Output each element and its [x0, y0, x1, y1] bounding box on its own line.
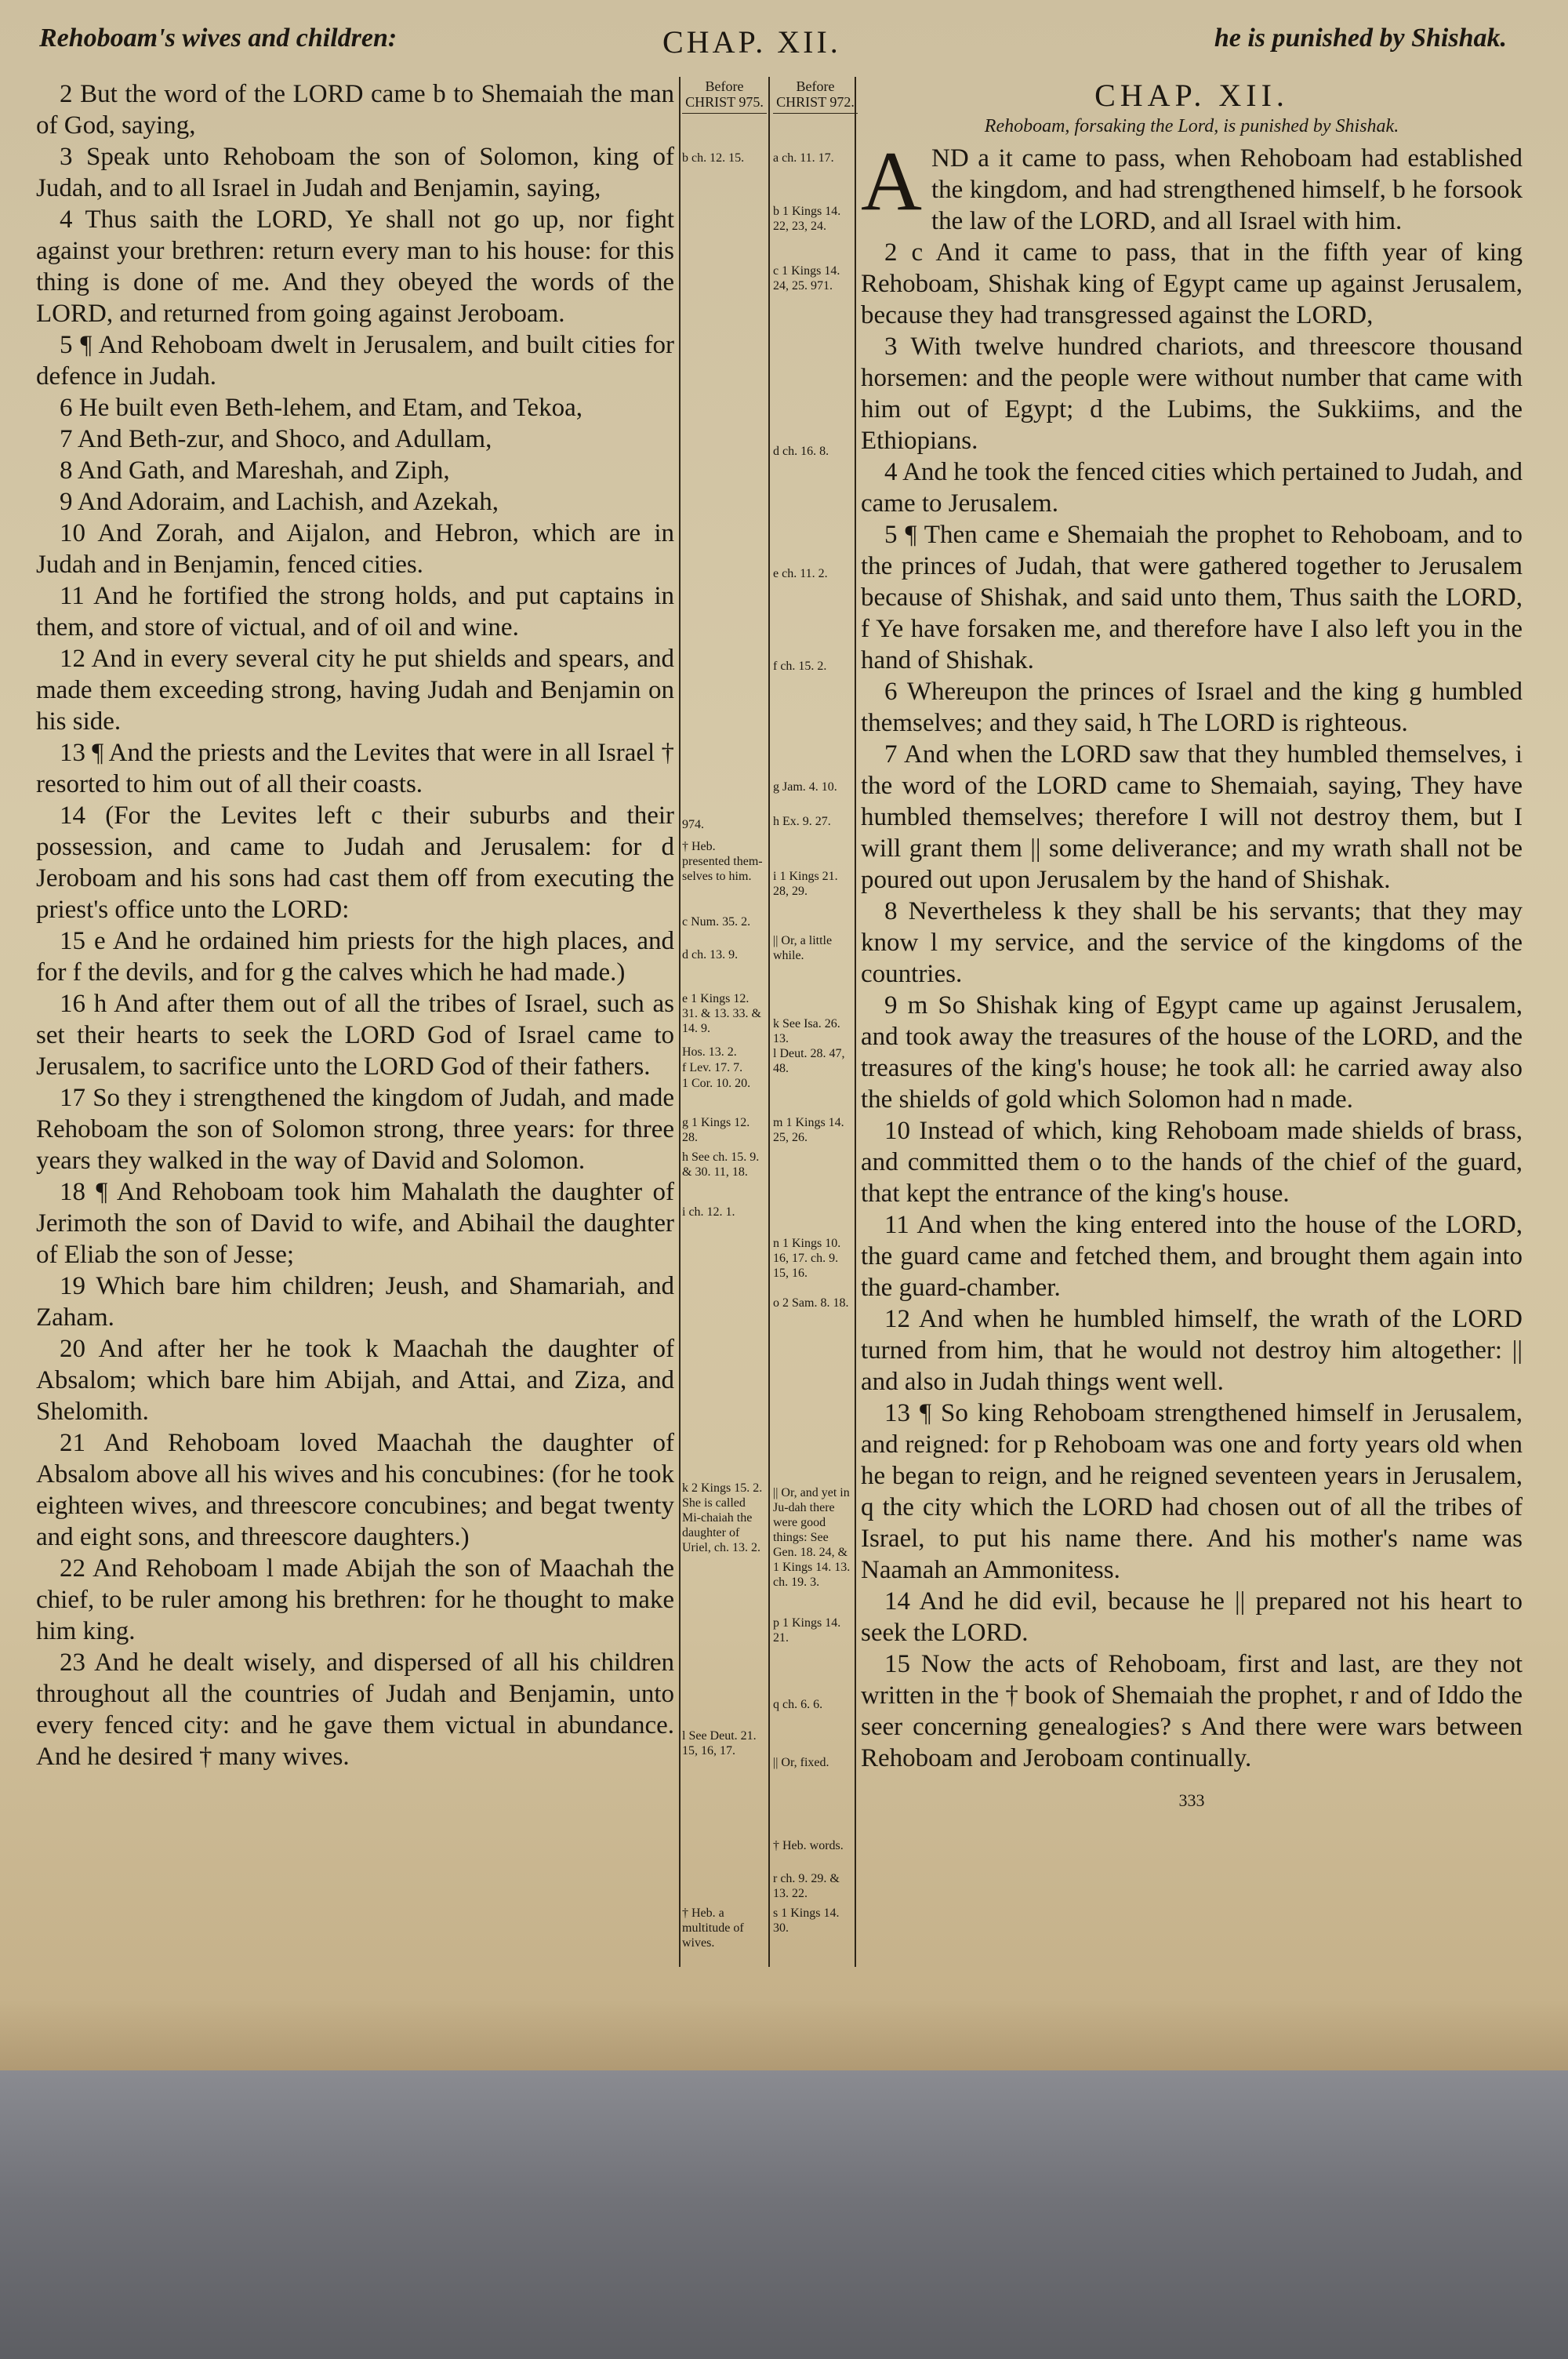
verse: 9 And Adoraim, and Lachish, and Azekah, — [60, 488, 499, 516]
running-head-center: CHAP. XII. — [662, 24, 841, 60]
margin-note: i 1 Kings 21. 28, 29. — [773, 870, 838, 898]
margin-note: p 1 Kings 14. 21. — [773, 1616, 841, 1645]
margin-note: l Deut. 28. 47, 48. — [773, 1047, 845, 1075]
margin-note: q ch. 6. 6. — [773, 1698, 823, 1711]
verse: 17 So they i strengthened the kingdom of Judah, and made Rehoboam the son of Solomon strong, three years: for three years they walked in the way of David and Solomon. — [36, 1084, 674, 1175]
margin-note: d ch. 16. 8. — [773, 445, 829, 458]
verse: 12 And in every several city he put shields and spears, and made them exceeding strong, having Judah and Benjamin on his side. — [36, 645, 674, 736]
margin-note: s 1 Kings 14. 30. — [773, 1906, 840, 1935]
drop-cap: A — [861, 135, 922, 228]
margin-note: † Heb. words. — [773, 1839, 844, 1852]
verse: 16 h And after them out of all the tribes of Israel, such as set their hearts to seek the LORD God of Israel came to Jerusalem, to sacrifice unto the LORD God of their fathers. — [36, 990, 674, 1081]
verse: 13 ¶ And the priests and the Levites that were in all Israel † resorted to him out of all their coasts. — [36, 739, 674, 798]
verse: 22 And Rehoboam l made Abijah the son of Maachah the chief, to be ruler among his brethren: for he thought to make him king. — [36, 1554, 674, 1645]
verse: 4 Thus saith the LORD, Ye shall not go up, nor fight against your brethren: return every man to his house: for this thing is done of me. And they obeyed the words of the LORD, and returned from going against Jeroboam. — [36, 205, 674, 328]
margin-note: f Lev. 17. 7. — [682, 1061, 743, 1074]
verse: 8 Nevertheless k they shall be his servants; that they may know l my service, and the service of the kingdoms of the countries. — [861, 897, 1523, 988]
column-rule — [768, 77, 770, 1967]
margin-note: k See Isa. 26. 13. — [773, 1017, 840, 1045]
verse: 15 Now the acts of Rehoboam, first and last, are they not written in the † book of Shemaiah the prophet, r and of Iddo the seer concerning genealogies? s And there were wars between Rehoboam and Jeroboam continually. — [861, 1650, 1523, 1772]
before-christ-heading: Before CHRIST 972. — [773, 78, 858, 114]
page-number: 333 — [1178, 1790, 1205, 1810]
verse: 2 c And it came to pass, that in the fifth year of king Rehoboam, Shishak king of Egypt came up against Jerusalem, because they had transgressed against the LORD, — [861, 238, 1523, 329]
verse: 2 But the word of the LORD came b to Shemaiah the man of God, saying, — [36, 80, 674, 140]
verse: 20 And after her he took k Maachah the daughter of Absalom; which bare him Abijah, and Attai, and Ziza, and Shelomith. — [36, 1335, 674, 1426]
margin-note: c 1 Kings 14. 24, 25. 971. — [773, 264, 840, 293]
margin-note: i ch. 12. 1. — [682, 1205, 735, 1219]
before-christ-heading: Before CHRIST 975. — [682, 78, 767, 114]
margin-note: a ch. 11. 17. — [773, 151, 834, 165]
verse: 11 And he fortified the strong holds, and put captains in them, and store of victual, and of oil and wine. — [36, 582, 674, 642]
margin-note: || Or, and yet in Ju-dah there were good things: See Gen. 18. 24, & 1 Kings 14. 13. ch. 19. 3. — [773, 1486, 851, 1589]
verse: 8 And Gath, and Mareshah, and Ziph, — [60, 456, 450, 485]
margin-note: m 1 Kings 14. 25, 26. — [773, 1116, 844, 1144]
marginal-references-a — [682, 78, 767, 1950]
verse: 10 Instead of which, king Rehoboam made shields of brass, and committed them o to the hands of the chief of the guard, that kept the entrance of the king's house. — [861, 1117, 1523, 1208]
margin-note: d ch. 13. 9. — [682, 948, 739, 961]
margin-note: l See Deut. 21. 15, 16, 17. — [682, 1729, 757, 1757]
chapter-title: CHAP. XII. — [1094, 78, 1289, 113]
verse: 6 Whereupon the princes of Israel and the king g humbled themselves; and they said, h The LORD is righteous. — [861, 678, 1523, 737]
margin-note: o 2 Sam. 8. 18. — [773, 1296, 849, 1310]
margin-note: r ch. 9. 29. & 13. 22. — [773, 1872, 840, 1900]
margin-note: b ch. 12. 15. — [682, 151, 745, 165]
margin-note: f ch. 15. 2. — [773, 660, 827, 673]
margin-note: g 1 Kings 12. 28. — [682, 1116, 750, 1144]
verse: 13 ¶ So king Rehoboam strengthened himself in Jerusalem, and reigned: for p Rehoboam was one and forty years old when he began to reign, and he reigned seventeen years in Jerusalem, q the city which the LORD had chosen out of all the tribes of Israel, to put his name there. And his mother's name was Naamah an Ammonitess. — [861, 1399, 1523, 1584]
running-head-left: Rehoboam's wives and children: — [39, 24, 397, 53]
margin-note: Hos. 13. 2. — [682, 1045, 737, 1059]
margin-note: h See ch. 15. 9. & 30. 11, 18. — [682, 1150, 760, 1179]
running-head-right: he is punished by Shishak. — [1214, 24, 1507, 53]
verse: 11 And when the king entered into the house of the LORD, the guard came and fetched them, and brought them again into the guard-chamber. — [861, 1211, 1523, 1302]
verse: 23 And he dealt wisely, and dispersed of all his children throughout all the countries of Judah and Benjamin, unto every fenced city: and he gave them victual in abundance. And he desired † many wives. — [36, 1648, 674, 1771]
margin-note: || Or, fixed. — [773, 1756, 829, 1769]
verse-text: ND a it came to pass, when Rehoboam had established the kingdom, and had strengthened himself, b he forsook the law of the LORD, and all Israel with him. — [931, 144, 1523, 235]
verse: 3 With twelve hundred chariots, and threescore thousand horsemen: and the people were without number that came with him out of Egypt; d the Lubims, the Sukkiims, and the Ethiopians. — [861, 333, 1523, 455]
margin-note: k 2 Kings 15. 2. She is called Mi-chaiah the daughter of Uriel, ch. 13. 2. — [682, 1481, 763, 1554]
left-text-column — [36, 78, 674, 1772]
margin-note: 1 Cor. 10. 20. — [682, 1077, 751, 1090]
verse: 7 And Beth-zur, and Shoco, and Adullam, — [60, 425, 492, 453]
margin-note: † Heb. a multitude of wives. — [682, 1906, 744, 1950]
verse: 14 (For the Levites left c their suburbs and their possession, and came to Judah and Jerusalem: for d Jeroboam and his sons had cast them off from executing the priest's office unto the LORD: — [36, 801, 674, 924]
margin-note: c Num. 35. 2. — [682, 915, 751, 929]
margin-note: || Or, a little while. — [773, 934, 833, 962]
verse: 18 ¶ And Rehoboam took him Mahalath the daughter of Jerimoth the son of David to wife, and Abihail the daughter of Eliab the son of Jesse; — [36, 1178, 674, 1269]
verse: 5 ¶ And Rehoboam dwelt in Jerusalem, and built cities for defence in Judah. — [36, 331, 674, 391]
verse: 4 And he took the fenced cities which pertained to Judah, and came to Jerusalem. — [861, 458, 1523, 518]
margin-note: e 1 Kings 12. 31. & 13. 33. & 14. 9. — [682, 992, 761, 1035]
column-rule — [855, 77, 856, 1967]
right-text-column — [861, 78, 1523, 1816]
margin-note: 974. — [682, 818, 704, 831]
verse: 12 And when he humbled himself, the wrath of the LORD turned from him, that he would not destroy him altogether: || and also in Judah things went well. — [861, 1305, 1523, 1396]
margin-note: n 1 Kings 10. 16, 17. ch. 9. 15, 16. — [773, 1237, 841, 1280]
verse: 3 Speak unto Rehoboam the son of Solomon, king of Judah, and to all Israel in Judah and Benjamin, saying, — [36, 143, 674, 202]
verse: 5 ¶ Then came e Shemaiah the prophet to Rehoboam, and to the princes of Judah, that were gathered together to Jerusalem because of Shishak, and said unto them, Thus saith the LORD, f Ye have forsaken me, and therefore have I also left you in the hand of Shishak. — [861, 521, 1523, 674]
verse: 14 And he did evil, because he || prepared not his heart to seek the LORD. — [861, 1587, 1523, 1647]
margin-note: b 1 Kings 14. 22, 23, 24. — [773, 205, 841, 233]
verse: 15 e And he ordained him priests for the high places, and for f the devils, and for g the calves which he had made.) — [36, 927, 674, 987]
margin-note: g Jam. 4. 10. — [773, 780, 837, 794]
chapter-summary: Rehoboam, forsaking the Lord, is punished by Shishak. — [984, 116, 1399, 136]
margin-note: h Ex. 9. 27. — [773, 815, 831, 828]
margin-note: † Heb. presented them-selves to him. — [682, 840, 763, 883]
column-rule — [679, 77, 681, 1967]
verse — [861, 135, 1523, 237]
background-surface — [0, 2070, 1568, 2359]
verse: 7 And when the LORD saw that they humbled themselves, i the word of the LORD came to Shemaiah, saying, They have humbled themselves; therefore I will not destroy them, but I will grant them || some deliverance; and my wrath shall not be poured out upon Jerusalem by the hand of Shishak. — [861, 740, 1523, 894]
verse: 6 He built even Beth-lehem, and Etam, and Tekoa, — [60, 394, 583, 422]
verse: 19 Which bare him children; Jeush, and Shamariah, and Zaham. — [36, 1272, 674, 1332]
margin-note: e ch. 11. 2. — [773, 567, 828, 580]
verse: 9 m So Shishak king of Egypt came up against Jerusalem, and took away the treasures of the house of the LORD, and the treasures of the king's house; he took all: he carried away also the shields of gold which Solomon had n made. — [861, 991, 1523, 1114]
verse: 21 And Rehoboam loved Maachah the daughter of Absalom above all his wives and his concubines: (for he took eighteen wives, and threescore concubines; and begat twenty and eight sons, and threescore daughters.) — [36, 1429, 674, 1551]
verse: 10 And Zorah, and Aijalon, and Hebron, which are in Judah and in Benjamin, fenced cities. — [36, 519, 674, 579]
marginal-references-b — [773, 78, 858, 1935]
